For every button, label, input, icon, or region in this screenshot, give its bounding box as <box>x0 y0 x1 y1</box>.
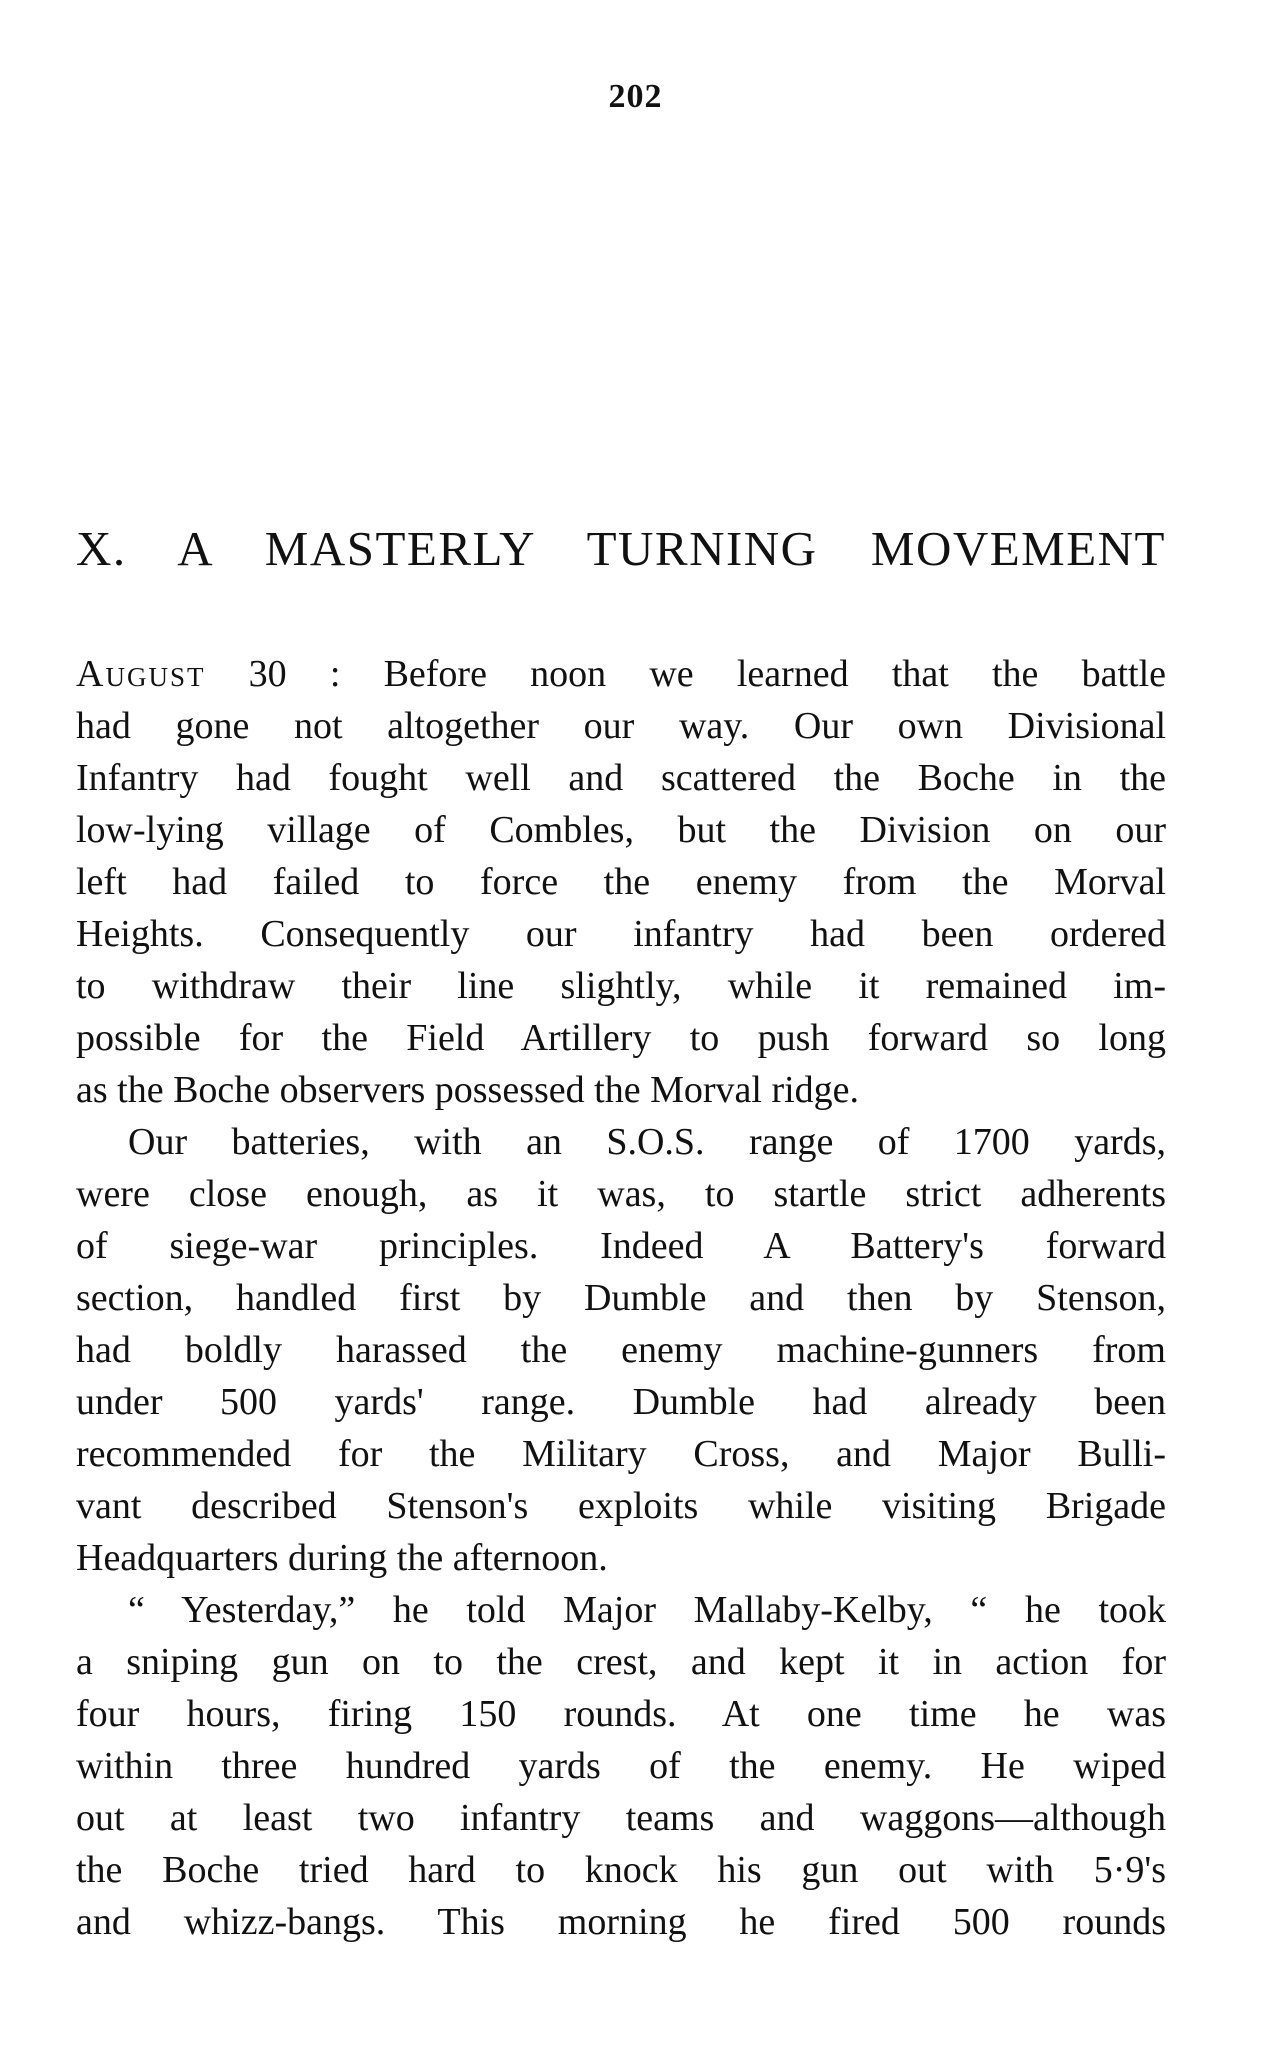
text-line: of siege-war principles. Indeed A Battery's forward <box>76 1225 1166 1267</box>
text-line: section, handled first by Dumble and then by Stenson, <box>76 1277 1166 1319</box>
page-number: 202 <box>608 78 663 115</box>
text-line: recommended for the Military Cross, and Major Bulli- <box>76 1433 1166 1475</box>
text-line: Heights. Consequently our infantry had been ordered <box>76 913 1166 955</box>
text-line: within three hundred yards of the enemy. He wiped <box>76 1745 1166 1787</box>
text-line: “ Yesterday,” he told Major Mallaby-Kelby, “ he took <box>128 1589 1166 1631</box>
text-line-content: 30 : Before noon we learned that the battle <box>205 653 1166 695</box>
text-line: low-lying village of Combles, but the Division on our <box>76 809 1166 851</box>
text-line: Our batteries, with an S.O.S. range of 1700 yards, <box>128 1121 1166 1163</box>
text-line: had gone not altogether our way. Our own Divisional <box>76 705 1166 747</box>
text-line: and whizz-bangs. This morning he fired 500 rounds <box>76 1901 1166 1943</box>
text-line: to withdraw their line slightly, while it remained im- <box>76 965 1166 1007</box>
text-line: out at least two infantry teams and waggons—although <box>76 1797 1166 1839</box>
text-line: under 500 yards' range. Dumble had already been <box>76 1381 1166 1423</box>
date-lead: August <box>76 653 206 695</box>
text-line: four hours, firing 150 rounds. At one time he was <box>76 1693 1166 1735</box>
text-line: left had failed to force the enemy from the Morval <box>76 861 1166 903</box>
text-line: Headquarters during the afternoon. <box>76 1537 608 1579</box>
text-line: were close enough, as it was, to startle strict adherents <box>76 1173 1166 1215</box>
text-line: the Boche tried hard to knock his gun out with 5·9's <box>76 1849 1166 1891</box>
chapter-title: X. A MASTERLY TURNING MOVEMENT <box>76 521 1166 576</box>
body-text <box>76 648 1166 1948</box>
text-line: had boldly harassed the enemy machine-gunners from <box>76 1329 1166 1371</box>
text-line: vant described Stenson's exploits while visiting Brigade <box>76 1485 1166 1527</box>
text-line: Infantry had fought well and scattered the Boche in the <box>76 757 1166 799</box>
text-line <box>76 648 1166 700</box>
text-line: as the Boche observers possessed the Morval ridge. <box>76 1069 860 1111</box>
text-line: possible for the Field Artillery to push forward so long <box>76 1017 1166 1059</box>
text-line: a sniping gun on to the crest, and kept it in action for <box>76 1641 1166 1683</box>
